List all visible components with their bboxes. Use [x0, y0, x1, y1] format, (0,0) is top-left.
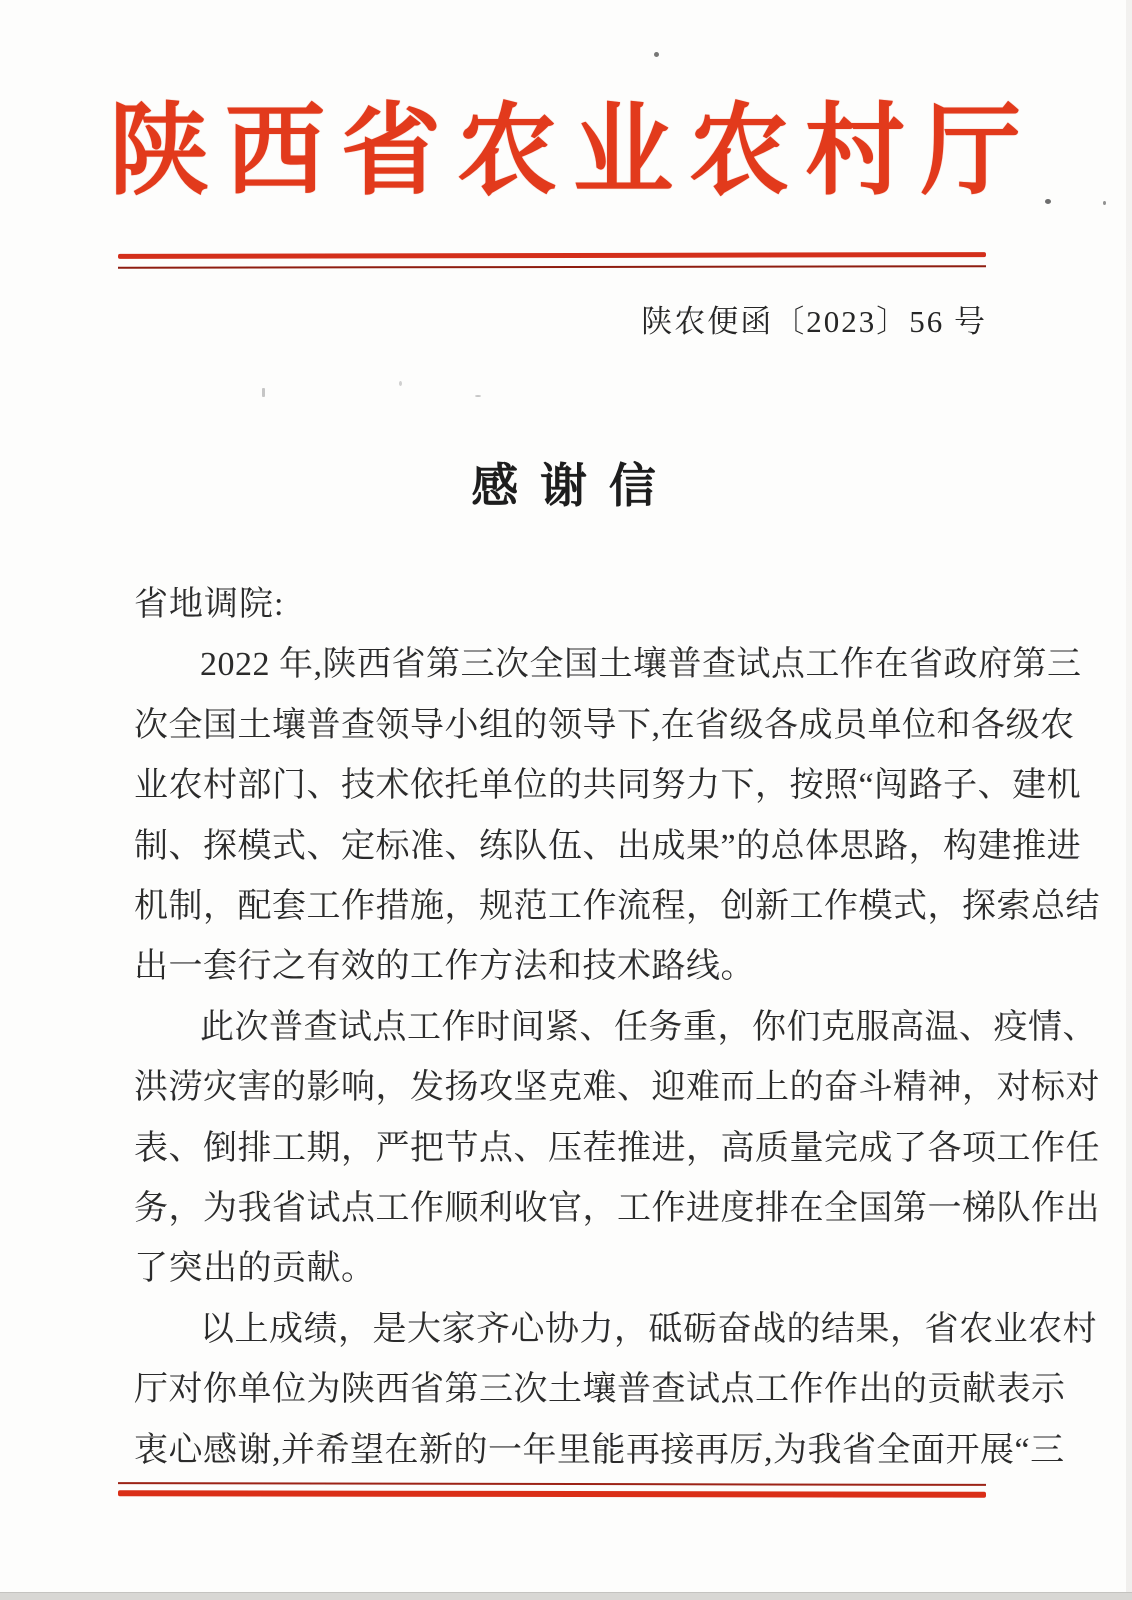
- scan-speck: [1045, 199, 1051, 204]
- paragraph: [134, 635, 1100, 997]
- scan-speck: [1103, 201, 1106, 205]
- body-line: 衷心感谢,并希望在新的一年里能再接再厉,为我省全面开展“三: [134, 1431, 1065, 1469]
- footer-rule-thin: [118, 1482, 986, 1486]
- body-line: 了突出的贡献。: [134, 1250, 376, 1288]
- body-line: 次全国土壤普查领导小组的领导下,在省级各成员单位和各级农: [134, 706, 1075, 744]
- scan-speck: [654, 52, 659, 57]
- scan-edge-shadow: [0, 1592, 1132, 1600]
- letter-title: 感 谢 信: [471, 461, 661, 513]
- body-line: 制、探模式、定标准、练队伍、出成果”的总体思路，构建推进: [134, 827, 1082, 865]
- body-line: 此次普查试点工作时间紧、任务重，你们克服高温、疫情、: [200, 1008, 1097, 1046]
- salutation: 省地调院:: [134, 586, 285, 623]
- paragraph: [134, 998, 1100, 1300]
- agency-letterhead-title: 陕西省农业农村厅: [109, 96, 1037, 207]
- body-line: 以上成绩，是大家齐心协力，砥砺奋战的结果，省农业农村: [200, 1310, 1097, 1348]
- letterhead-rule-thick: [118, 252, 986, 259]
- letterhead-rule-thin: [118, 265, 986, 269]
- body-line: 洪涝灾害的影响，发扬攻坚克难、迎难而上的奋斗精神，对标对: [134, 1069, 1100, 1107]
- paragraphs-container: [134, 635, 1100, 1481]
- body-line: 表、倒排工期，严把节点、压茬推进，高质量完成了各项工作任: [134, 1129, 1100, 1167]
- scan-speck: [475, 395, 481, 397]
- paragraph: [134, 1300, 1097, 1481]
- body-line: 业农村部门、技术依托单位的共同努力下，按照“闯路子、建机: [134, 767, 1082, 805]
- body-line: 出一套行之有效的工作方法和技术路线。: [134, 948, 755, 986]
- body-line: 2022 年,陕西省第三次全国土壤普查试点工作在省政府第三: [200, 646, 1082, 684]
- scan-edge-shadow: [1126, 0, 1132, 1600]
- document-reference-number: 陕农便函〔2023〕56 号: [641, 304, 987, 339]
- letter-body: [134, 575, 1100, 1481]
- scan-speck: [399, 381, 402, 386]
- body-line: 务，为我省试点工作顺利收官，工作进度排在全国第一梯队作出: [134, 1190, 1100, 1228]
- footer-rule-thick: [118, 1490, 986, 1498]
- body-line: 机制，配套工作措施，规范工作流程，创新工作模式，探索总结: [134, 888, 1100, 926]
- scan-speck: [262, 388, 265, 397]
- body-line: 厅对你单位为陕西省第三次土壤普查试点工作作出的贡献表示: [134, 1371, 1066, 1409]
